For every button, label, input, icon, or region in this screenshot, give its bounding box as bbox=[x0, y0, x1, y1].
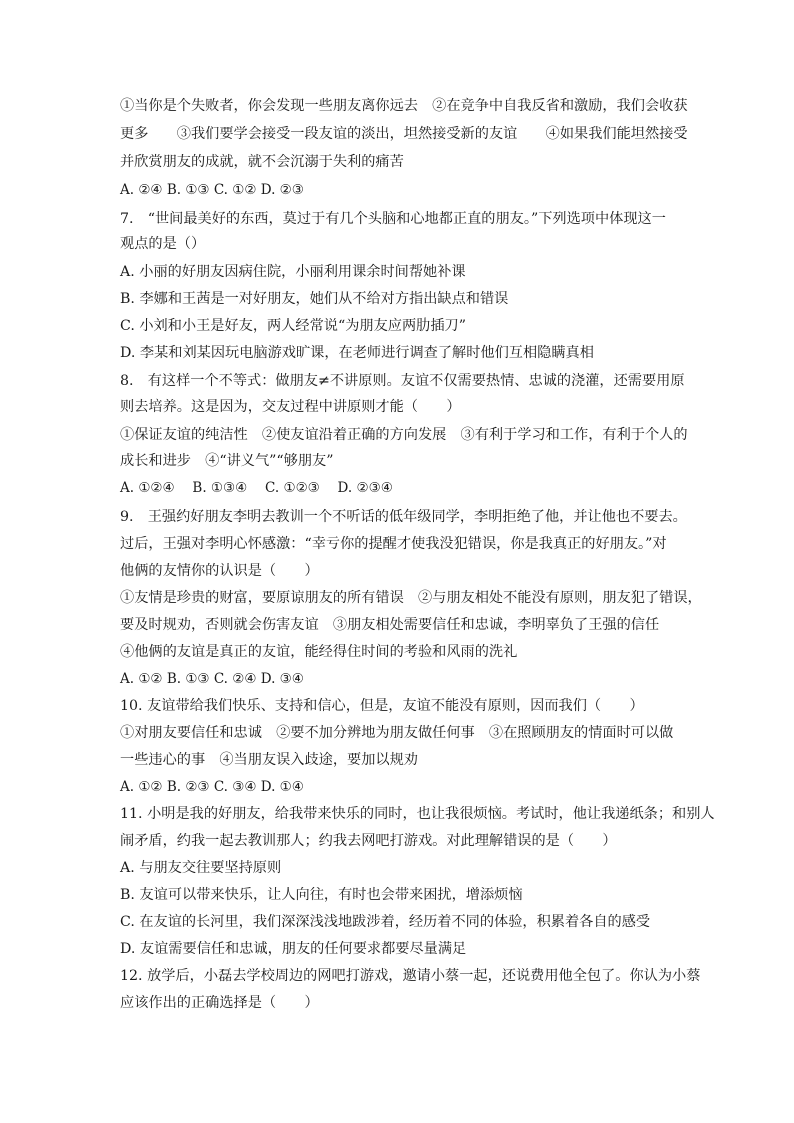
q6-option-statement-line-1: ①当你是个失败者，你会发现一些朋友离你远去 ②在竞争中自我反省和激励，我们会收获 bbox=[120, 98, 688, 114]
q11-choice-d: D. 友谊需要信任和忠诚，朋友的任何要求都要尽量满足 bbox=[120, 941, 467, 957]
q7-choice-c: C. 小刘和小王是好友，两人经常说“为朋友应两肋插刀” bbox=[120, 318, 467, 334]
q9-option-statement-line-2: 要及时规劝，否则就会伤害友谊 ③朋友相处需要信任和忠诚，李明辜负了王强的信任 bbox=[120, 617, 660, 633]
q6-option-statement-line-3: 并欣赏朋友的成就，就不会沉溺于失利的痛苦 bbox=[120, 154, 404, 170]
q8-stem-line-1: 8. 有这样一个不等式：做朋友≠不讲原则。友谊不仅需要热情、忠诚的浇灌，还需要用原 bbox=[120, 373, 685, 389]
q6-option-statement-line-2: 更多 ③我们要学会接受一段友谊的淡出，坦然接受新的友谊 ④如果我们能坦然接受 bbox=[120, 126, 688, 142]
q11-choice-c: C. 在友谊的长河里，我们深深浅浅地跋涉着，经历着不同的体验，积累着各自的感受 bbox=[120, 914, 651, 930]
q11-stem-line-2: 闹矛盾，约我一起去教训那人；约我去网吧打游戏。对此理解错误的是（ ） bbox=[120, 833, 617, 849]
q9-stem-line-1: 9. 王强约好朋友李明去教训一个不听话的低年级同学，李明拒绝了他，并让他也不要去。 bbox=[120, 509, 687, 525]
q8-option-statement-line-1: ①保证友谊的纯洁性 ②使友谊沿着正确的方向发展 ③有利于学习和工作，有利于个人的 bbox=[120, 427, 688, 443]
q9-option-statement-line-1: ①友情是珍贵的财富，要原谅朋友的所有错误 ②与朋友相处不能没有原则，朋友犯了错误， bbox=[120, 590, 702, 606]
q9-option-statement-line-3: ④他俩的友谊是真正的友谊，能经得住时间的考验和风雨的洗礼 bbox=[120, 644, 518, 660]
q9-answer-choices: A. ①② B. ①③ C. ②④ D. ③④ bbox=[120, 671, 304, 687]
q9-stem-line-2: 过后，王强对李明心怀感激：“幸亏你的提醒才使我没犯错误，你是我真正的好朋友。”对 bbox=[120, 536, 667, 552]
q10-stem: 10. 友谊带给我们快乐、支持和信心，但是，友谊不能没有原则，因而我们（ ） bbox=[120, 698, 644, 714]
q10-option-statement-line-1: ①对朋友要信任和忠诚 ②要不加分辨地为朋友做任何事 ③在照顾朋友的情面时可以做 bbox=[120, 725, 674, 741]
q8-answer-choices: A. ①②④ B. ①③④ C. ①②③ D. ②③④ bbox=[120, 480, 393, 496]
q12-stem-line-2: 应该作出的正确选择是（ ） bbox=[120, 995, 319, 1011]
q11-stem-line-1: 11. 小明是我的好朋友，给我带来快乐的同时，也让我很烦恼。考试时，他让我递纸条；和别人 bbox=[120, 806, 715, 822]
q11-choice-a: A. 与朋友交往要坚持原则 bbox=[120, 860, 282, 876]
q7-choice-d: D. 李某和刘某因玩电脑游戏旷课，在老师进行调查了解时他们互相隐瞒真相 bbox=[120, 345, 594, 361]
q6-answer-choices: A. ②④ B. ①③ C. ①② D. ②③ bbox=[120, 182, 304, 198]
q8-option-statement-line-2: 成长和进步 ④“讲义气”“够朋友” bbox=[120, 453, 334, 469]
q9-stem-line-3: 他俩的友情你的认识是（ ） bbox=[120, 563, 319, 579]
q10-answer-choices: A. ①② B. ②③ C. ③④ D. ①④ bbox=[120, 779, 304, 795]
q7-stem-line-2: 观点的是（） bbox=[120, 236, 206, 252]
q7-stem-line-1: 7. “世间最美好的东西，莫过于有几个头脑和心地都正直的朋友。”下列选项中体现这一 bbox=[120, 211, 666, 227]
q10-option-statement-line-2: 一些违心的事 ④当朋友误入歧途，要加以规劝 bbox=[120, 752, 418, 768]
q8-stem-line-2: 则去培养。这是因为，交友过程中讲原则才能（ ） bbox=[120, 399, 461, 415]
q12-stem-line-1: 12. 放学后，小磊去学校周边的网吧打游戏，邀请小蔡一起，还说费用他全包了。你认为小蔡 bbox=[120, 968, 701, 984]
q11-choice-b: B. 友谊可以带来快乐，让人向往，有时也会带来困扰，增添烦恼 bbox=[120, 887, 523, 903]
q7-choice-a: A. 小丽的好朋友因病住院，小丽利用课余时间帮她补课 bbox=[120, 264, 466, 280]
q7-choice-b: B. 李娜和王茜是一对好朋友，她们从不给对方指出缺点和错误 bbox=[120, 291, 509, 307]
